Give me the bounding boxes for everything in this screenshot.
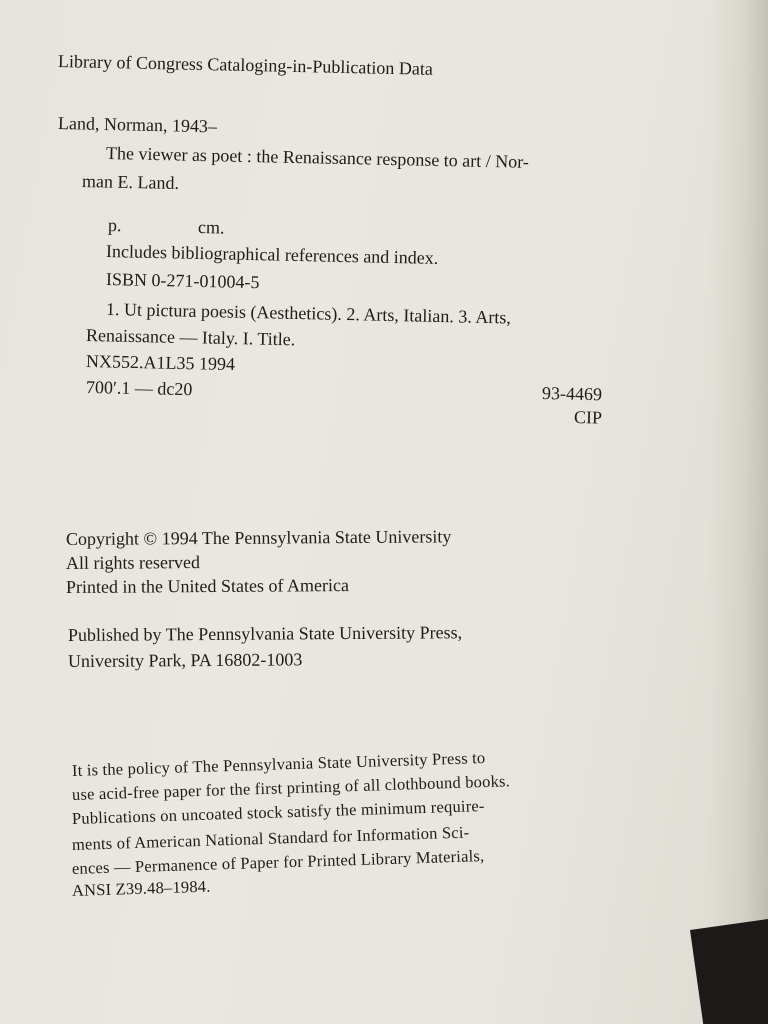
copyright-line: Copyright © 1994 The Pennsylvania State University [65, 526, 452, 549]
publisher-address: University Park, PA 16802-1003 [67, 649, 303, 671]
publisher-line1: Published by The Pennsylvania State University Press, [67, 622, 463, 645]
cip-title-line2: man E. Land. [81, 171, 180, 194]
policy-line2: use acid-free paper for the first printing of all clothbound books. [71, 771, 511, 804]
rights-line: All rights reserved [65, 552, 201, 573]
cip-pagination: p. [107, 215, 122, 236]
cip-dewey: 700′.1 — dc20 [85, 377, 193, 400]
policy-line4: ments of American National Standard for Information Sci- [71, 822, 470, 854]
cip-heading: Library of Congress Cataloging-in-Publication Data [57, 51, 434, 79]
policy-line5: ences — Permanence of Paper for Printed Library Materials, [71, 846, 485, 878]
cip-subjects-line2: Renaissance — Italy. I. Title. [85, 325, 296, 350]
cip-isbn: ISBN 0-271-01004-5 [105, 269, 260, 293]
cip-label: CIP [573, 407, 603, 428]
cip-title-line1: The viewer as poet : the Renaissance response to art / Nor- [105, 143, 530, 172]
policy-line3: Publications on uncoated stock satisfy the minimum require- [71, 796, 485, 828]
cip-notes: Includes bibliographical references and index. [105, 241, 439, 268]
cip-dimensions: cm. [197, 217, 225, 238]
cip-subjects-line1: 1. Ut pictura poesis (Aesthetics). 2. Arts, Italian. 3. Arts, [105, 299, 512, 328]
policy-line1: It is the policy of The Pennsylvania State University Press to [71, 748, 486, 780]
cip-lc-class: NX552.A1L35 1994 [85, 351, 236, 375]
printed-line: Printed in the United States of America [65, 575, 350, 597]
cip-author: Land, Norman, 1943– [57, 113, 218, 137]
policy-line6: ANSI Z39.48–1984. [71, 876, 211, 900]
cip-lccn: 93-4469 [541, 383, 603, 405]
